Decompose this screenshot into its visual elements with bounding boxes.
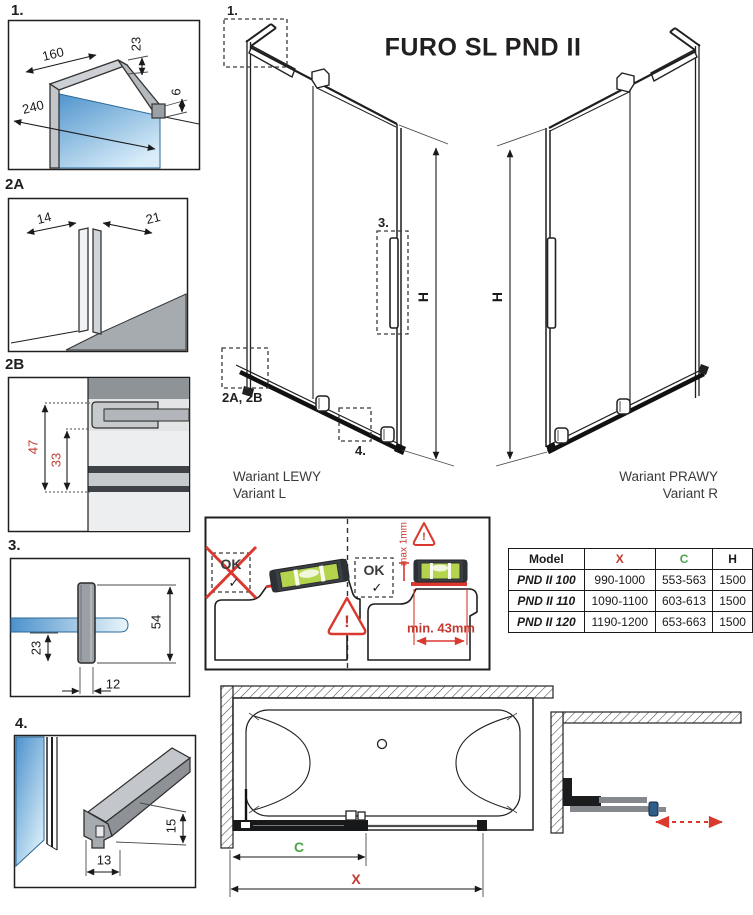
cell-x: 990-1000 [584,570,655,591]
header-h: H [713,549,753,570]
table-row [509,612,753,633]
cell-h: 1500 [713,570,753,591]
ok-wrong-label: OK [220,556,242,572]
header-c: C [655,549,712,570]
size-table-header-row [509,549,753,570]
detail-1-dim-23: 23 [128,36,144,52]
warning-exclamation-icon: ! [344,612,350,631]
detail-1-dim-6: 6 [168,88,184,96]
cell-c: 553-563 [655,570,712,591]
left-variant-line2: Variant L [233,486,287,501]
detail-3-dim-12: 12 [105,676,121,692]
detail-4-dim-13: 13 [96,852,112,868]
cell-x: 1090-1100 [584,591,655,612]
header-model: Model [509,549,585,570]
left-variant-caption [233,468,321,502]
right-variant-line1: Wariant PRAWY [619,469,718,484]
detail-3-tag: 3. [8,537,21,554]
max-gap-label: max 1mm [398,522,410,566]
cell-model: PND II 120 [509,612,585,633]
cell-h: 1500 [713,591,753,612]
detail-2b-tag: 2B [5,356,25,373]
header-x: X [584,549,655,570]
detail-2a-dim-14: 14 [35,208,53,228]
right-variant-caption [598,468,718,502]
ok-right-check-icon: ✓ [371,580,383,595]
detail-2b-dim-47: 47 [25,439,41,455]
cell-c: 603-613 [655,591,712,612]
bathtub-plan [221,686,553,897]
left-marker-2ab: 2A, 2B [222,390,263,405]
detail-2b-dim-33: 33 [48,452,64,468]
door-diagram-right [496,28,709,466]
size-table [508,548,753,633]
plan-c-dim-label: C [293,839,305,855]
cell-model: PND II 110 [509,591,585,612]
cell-h: 1500 [713,612,753,633]
left-marker-3: 3. [378,215,389,230]
detail-1-tag: 1. [11,2,24,19]
left-variant-line1: Wariant LEWY [233,469,322,484]
plan-x-dim-label: X [351,871,361,887]
detail-1-dim-240: 240 [20,97,46,117]
detail-1-dim-160: 160 [40,44,66,64]
cell-c: 653-663 [655,612,712,633]
detail-2b-drawing [9,378,190,532]
warning-exclamation-small-icon: ! [422,531,426,543]
left-marker-4: 4. [355,443,366,458]
right-variant-line2: Variant R [662,486,718,501]
cell-model: PND II 100 [509,570,585,591]
table-row [509,591,753,612]
detail-3-dim-54: 54 [148,614,164,630]
detail-3-dim-23: 23 [28,640,44,656]
cell-x: 1190-1200 [584,612,655,633]
caution-panel [206,518,490,670]
min-width-label: min. 43mm [407,620,475,636]
detail-2a-dim-21: 21 [144,208,162,228]
detail-2a-tag: 2A [5,176,25,193]
right-h-dim-label: H [489,291,505,303]
detail-4-tag: 4. [15,715,28,732]
left-h-dim-label: H [415,291,431,303]
corner-schematic [551,712,741,833]
ok-right-label: OK [363,562,385,578]
left-marker-1: 1. [227,3,238,18]
page-title: FURO SL PND II [384,33,582,62]
table-row [509,570,753,591]
detail-4-dim-15: 15 [163,818,179,834]
ok-wrong-check-icon: ✓ [228,575,240,590]
